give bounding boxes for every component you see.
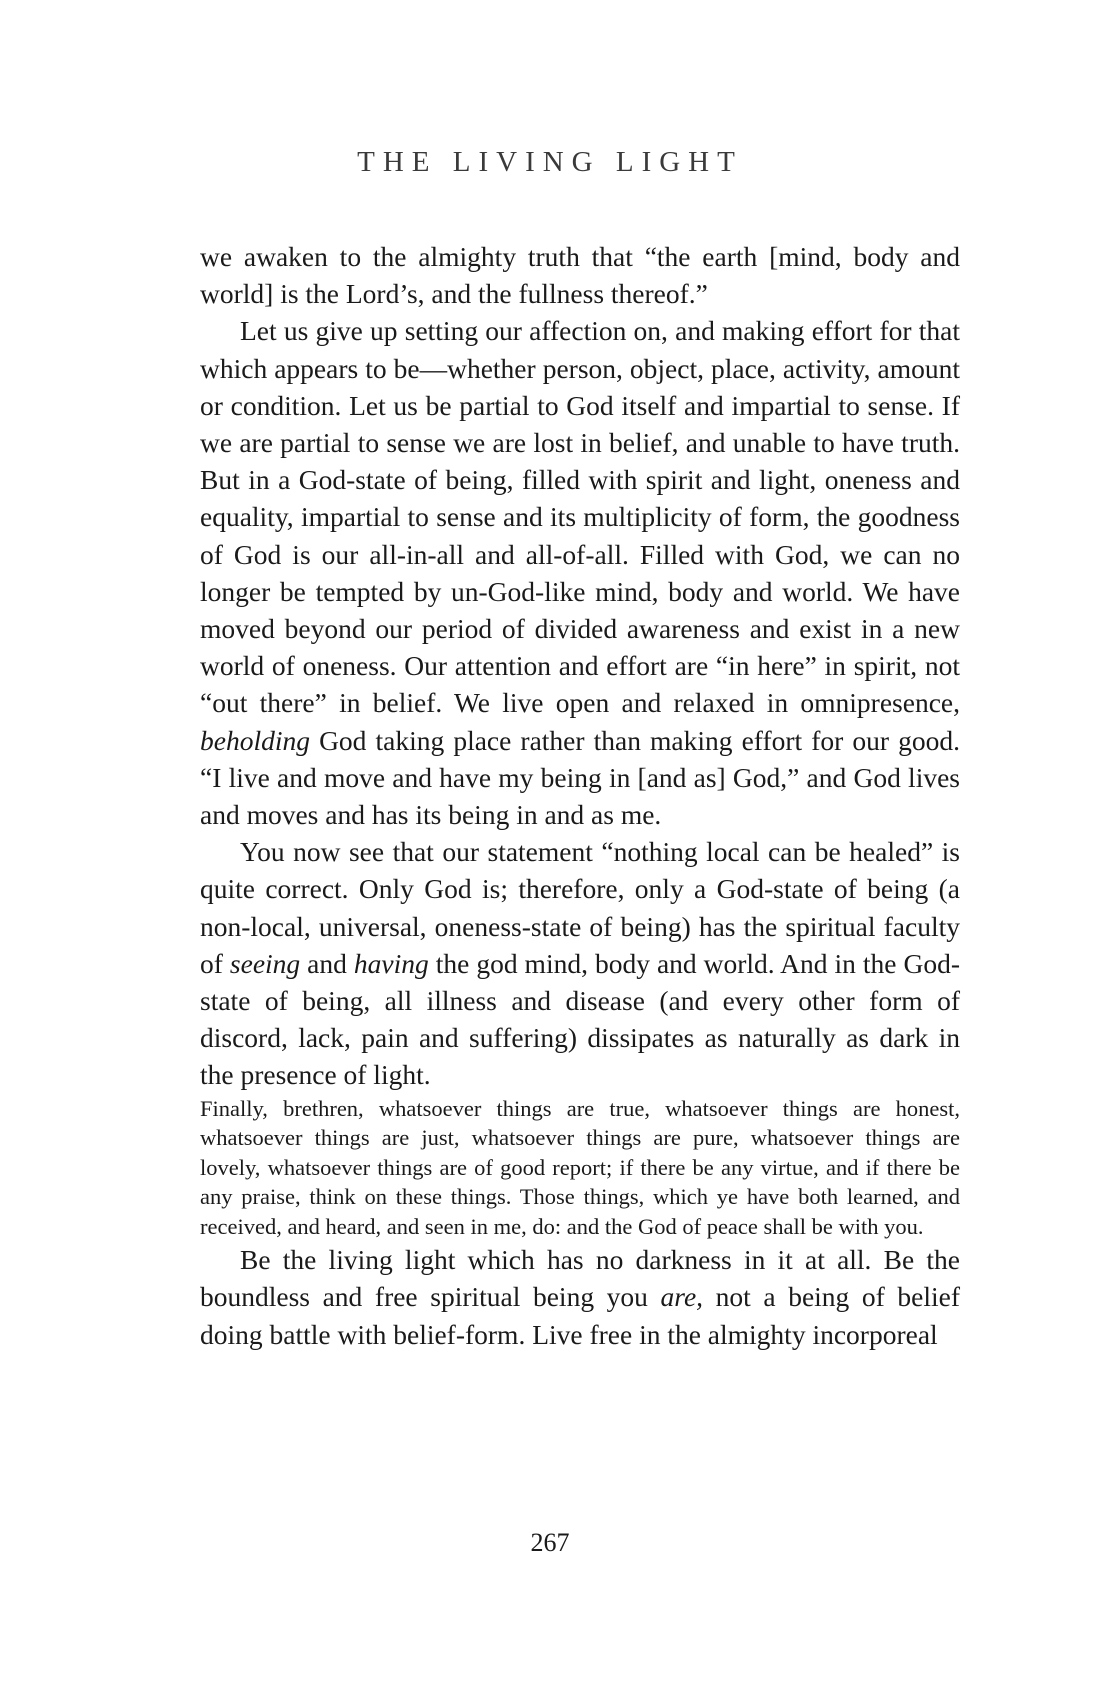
paragraph-4 xyxy=(200,1241,960,1353)
paragraph-2-text-b: God taking place rather than making effort for our good. “I live and move and have my being in [and as] God,” and God lives and moves and has its being in and as me. xyxy=(200,724,960,831)
paragraph-2-emphasis: beholding xyxy=(200,724,310,756)
page-number: 267 xyxy=(530,1528,570,1557)
paragraph-3-emphasis-2: having xyxy=(353,947,429,979)
body-text xyxy=(200,238,960,1353)
paragraph-4-text-a: Be the living light which has no darkness in it at all. Be the boundless and free spiritual being you xyxy=(200,1244,960,1313)
paragraph-3-text-b: and xyxy=(300,947,354,979)
paragraph-3-text-c: the god mind, body and world. And in the God-state of being, all illness and disease (and every other form of discord, lack, pain and suffering) dissipates as naturally as dark in the presence of light. xyxy=(200,947,960,1091)
paragraph-4-emphasis: are, xyxy=(660,1281,704,1313)
running-head-title: THE LIVING LIGHT xyxy=(357,146,743,178)
paragraph-3 xyxy=(200,833,960,1093)
block-quote: Finally, brethren, whatsoever things are true, whatsoever things are honest, whatsoever things are just, whatsoever things are pure, whatsoever things are lovely, whatsoever things are of good report; if there be any virtue, and if there be any praise, think on these things. Those things, which ye have both learned, and received, and heard, and seen in me, do: and the God of peace shall be with you. xyxy=(200,1095,960,1239)
paragraph-3-text-a: You now see that our statement “nothing local can be healed” is quite correct. Only God is; therefore, only a God-state of being (a non-local, universal, oneness-state of being) has the spiritual faculty of xyxy=(200,836,960,979)
paragraph-3-emphasis-1: seeing xyxy=(229,947,301,979)
paragraph-1: we awaken to the almighty truth that “the earth [mind, body and world] is the Lord’s, and the fullness thereof.” xyxy=(200,241,960,310)
paragraph-2-text-a: Let us give up setting our affection on, and making effort for that which appears to be—whether person, object, place, activity, amount or condition. Let us be partial to God itself and impartial to sense. If we are partial to sense we are lost in belief, and unable to have truth. But in a God-state of being, filled with spirit and light, oneness and equality, impartial to sense and its multiplicity of form, the goodness of God is our all-in-all and all-of-all. Filled with God, we can no longer be tempted by un-God-like mind, body and world. We have moved beyond our period of divided awareness and exist in a new world of oneness. Our attention and effort are “in here” in spirit, not “out there” in belief. We live open and relaxed in omnipresence, xyxy=(200,315,960,719)
paragraph-2 xyxy=(200,312,960,833)
paragraph-4-text-b: not a being of belief doing battle with belief-form. Live free in the almighty incorporeal xyxy=(200,1281,961,1350)
